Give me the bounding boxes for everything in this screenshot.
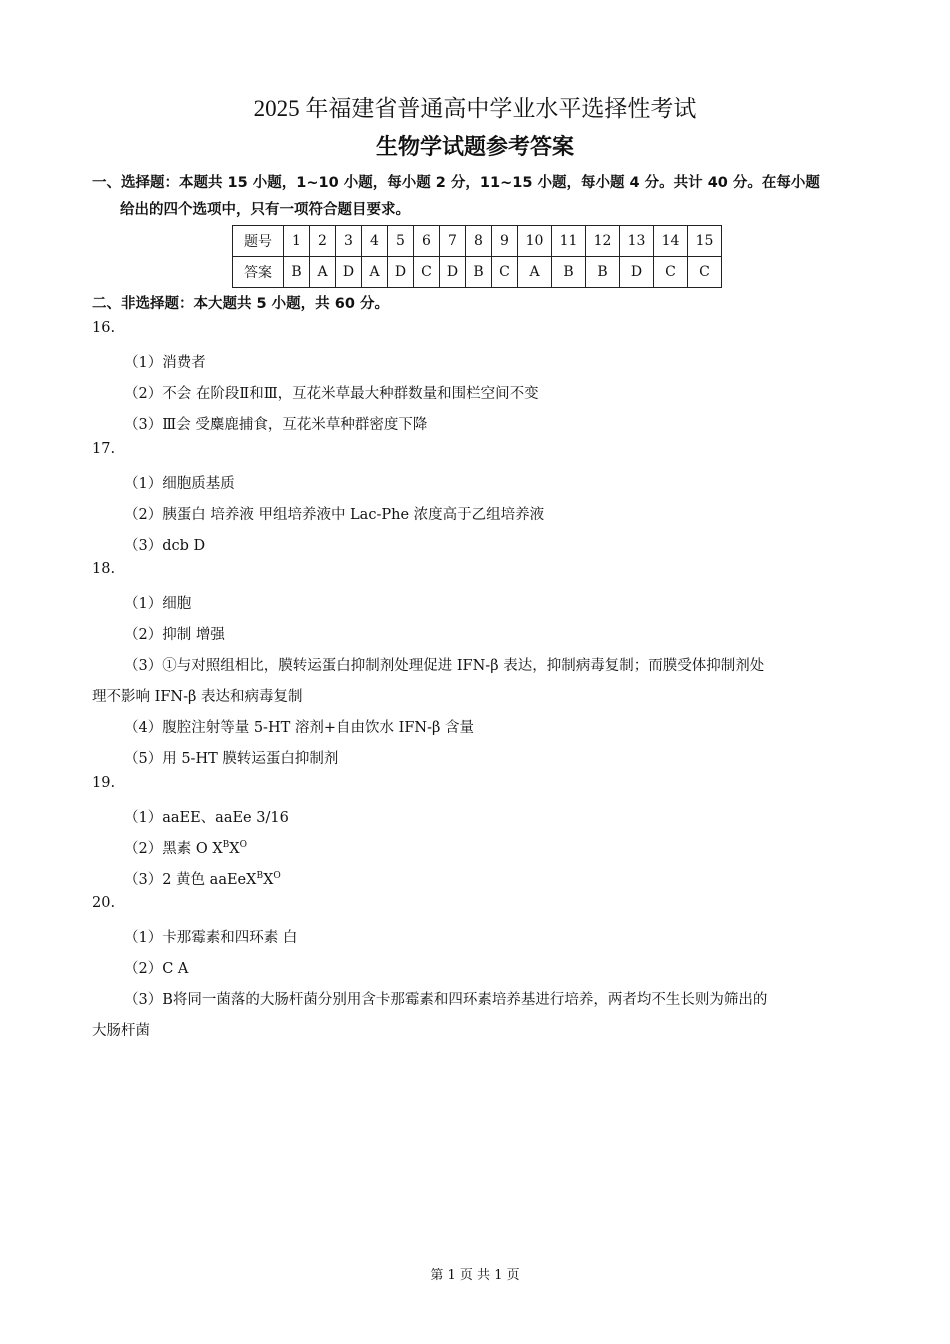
- q18-answer-2: （2）抑制 增强: [124, 627, 225, 643]
- superscript: O: [239, 840, 247, 851]
- question-number-row: [233, 226, 722, 257]
- table-cell: 1: [284, 226, 310, 257]
- section1-heading-line2: 给出的四个选项中，只有一项符合题目要求。: [120, 202, 410, 218]
- question-16-number: 16.: [92, 320, 116, 336]
- table-cell: B: [466, 257, 492, 288]
- q20-answer-2: （2）C A: [124, 961, 189, 977]
- q18-answer-5: （5）用 5-HT 膜转运蛋白抑制剂: [124, 751, 339, 767]
- superscript: O: [273, 871, 281, 882]
- q18-answer-3-line2: 理不影响 IFN-β 表达和病毒复制: [92, 689, 303, 705]
- table-cell: 9: [492, 226, 518, 257]
- answer-row: [233, 257, 722, 288]
- table-cell: D: [336, 257, 362, 288]
- q19-answer-1: （1）aaEE、aaEe 3/16: [124, 810, 289, 826]
- superscript: B: [256, 871, 264, 882]
- q16-answer-3: （3）Ⅲ会 受麋鹿捕食，互花米草种群密度下降: [124, 417, 428, 433]
- table-cell: 15: [688, 226, 722, 257]
- q19-answer-2-text: （2）黑素 O X: [124, 841, 223, 857]
- page-footer: 第 1 页 共 1 页: [430, 1268, 520, 1283]
- question-19-number: 19.: [92, 775, 116, 791]
- q18-answer-1: （1）细胞: [124, 596, 192, 612]
- q17-answer-2: （2）胰蛋白 培养液 甲组培养液中 Lac-Phe 浓度高于乙组培养液: [124, 507, 545, 523]
- table-cell: 12: [586, 226, 620, 257]
- q19-answer-2-text: X: [229, 841, 240, 857]
- row-label-question: 题号: [233, 226, 284, 257]
- table-cell: D: [388, 257, 414, 288]
- table-cell: B: [284, 257, 310, 288]
- table-cell: 6: [414, 226, 440, 257]
- table-cell: 8: [466, 226, 492, 257]
- table-cell: D: [440, 257, 466, 288]
- table-cell: 14: [654, 226, 688, 257]
- q17-answer-1: （1）细胞质基质: [124, 476, 235, 492]
- table-cell: 10: [518, 226, 552, 257]
- table-cell: C: [654, 257, 688, 288]
- document-title: 2025 年福建省普通高中学业水平选择性考试: [253, 96, 697, 121]
- q20-answer-3-line2: 大肠杆菌: [92, 1023, 150, 1039]
- q19-answer-3-text: （3）2 黄色 aaEeX: [124, 872, 257, 888]
- table-cell: 5: [388, 226, 414, 257]
- document-subtitle: 生物学试题参考答案: [375, 135, 574, 160]
- q16-answer-2: （2）不会 在阶段Ⅱ和Ⅲ，互花米草最大种群数量和围栏空间不变: [124, 386, 539, 402]
- answer-table: [232, 225, 722, 288]
- table-cell: 2: [310, 226, 336, 257]
- section1-heading-line1: 一、选择题：本题共 15 小题，1~10 小题，每小题 2 分，11~15 小题，每小题 4 分。共计 40 分。在每小题: [92, 175, 820, 191]
- superscript: B: [222, 840, 230, 851]
- question-17-number: 17.: [92, 441, 116, 457]
- table-cell: C: [414, 257, 440, 288]
- q18-answer-3-line1: （3）①与对照组相比，膜转运蛋白抑制剂处理促进 IFN-β 表达，抑制病毒复制；而膜受体抑制剂处: [124, 658, 765, 674]
- table-cell: 11: [552, 226, 586, 257]
- q19-answer-2: [124, 837, 247, 858]
- q17-answer-3: （3）dcb D: [124, 538, 206, 554]
- table-cell: 3: [336, 226, 362, 257]
- q19-answer-3: [124, 868, 281, 889]
- q20-answer-1: （1）卡那霉素和四环素 白: [124, 930, 298, 946]
- table-cell: B: [552, 257, 586, 288]
- table-cell: C: [492, 257, 518, 288]
- q16-answer-1: （1）消费者: [124, 355, 206, 371]
- table-cell: 4: [362, 226, 388, 257]
- table-cell: D: [620, 257, 654, 288]
- question-18-number: 18.: [92, 561, 116, 577]
- q19-answer-3-text: X: [263, 872, 274, 888]
- section2-heading: 二、非选择题：本大题共 5 小题，共 60 分。: [92, 296, 389, 312]
- table-cell: 13: [620, 226, 654, 257]
- table-cell: C: [688, 257, 722, 288]
- row-label-answer: 答案: [233, 257, 284, 288]
- table-cell: A: [518, 257, 552, 288]
- question-20-number: 20.: [92, 895, 116, 911]
- q20-answer-3-line1: （3）B将同一菌落的大肠杆菌分别用含卡那霉素和四环素培养基进行培养，两者均不生长则为筛出的: [124, 992, 768, 1008]
- table-cell: A: [310, 257, 336, 288]
- table-cell: B: [586, 257, 620, 288]
- table-cell: 7: [440, 226, 466, 257]
- q18-answer-4: （4）腹腔注射等量 5-HT 溶剂+自由饮水 IFN-β 含量: [124, 720, 475, 736]
- table-cell: A: [362, 257, 388, 288]
